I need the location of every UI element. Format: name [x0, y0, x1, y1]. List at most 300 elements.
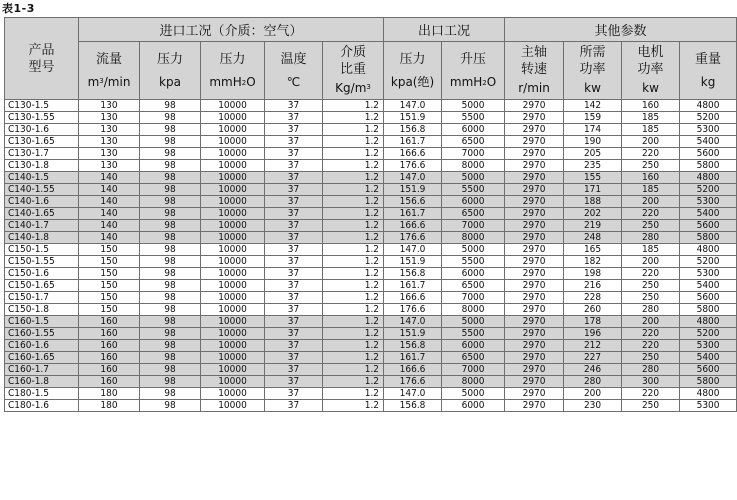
col-inlet-mmh2o-unit: mmH$_2$O: [209, 74, 256, 89]
temperature-cell: 37: [265, 328, 323, 340]
outlet-kpa-cell: 156.8: [384, 124, 442, 136]
flow-cell: 140: [79, 172, 140, 184]
temperature-cell: 37: [265, 256, 323, 268]
temperature-cell: 37: [265, 352, 323, 364]
motor-power-cell: 200: [622, 136, 680, 148]
boost-cell: 5000: [442, 172, 505, 184]
flow-cell: 150: [79, 256, 140, 268]
density-cell: 1.2: [323, 340, 384, 352]
model-cell: C130-1.8: [5, 160, 79, 172]
speed-cell: 2970: [505, 304, 564, 316]
model-cell: C130-1.5: [5, 100, 79, 112]
temperature-cell: 37: [265, 148, 323, 160]
col-density-unit: $Kg/m^3$: [335, 81, 371, 95]
col-density-label-1: 介质: [340, 45, 367, 60]
power-required-cell: 142: [564, 100, 622, 112]
model-header-line2: 型号: [28, 59, 55, 75]
model-cell: C150-1.5: [5, 244, 79, 256]
inlet-mmh2o-cell: 10000: [201, 256, 265, 268]
model-header: [5, 18, 79, 100]
col-header-inlet-pressure-mmh2o: [201, 42, 265, 100]
inlet-kpa-cell: 98: [140, 388, 201, 400]
boost-cell: 6500: [442, 136, 505, 148]
speed-cell: 2970: [505, 208, 564, 220]
power-required-cell: 200: [564, 388, 622, 400]
table-row: [5, 184, 737, 196]
flow-cell: 150: [79, 244, 140, 256]
table-row: [5, 208, 737, 220]
boost-cell: 8000: [442, 160, 505, 172]
outlet-kpa-cell: 176.6: [384, 232, 442, 244]
power-required-cell: 212: [564, 340, 622, 352]
col-header-flow: [79, 42, 140, 100]
outlet-kpa-cell: 151.9: [384, 112, 442, 124]
model-cell: C180-1.5: [5, 388, 79, 400]
speed-cell: 2970: [505, 376, 564, 388]
flow-cell: 140: [79, 196, 140, 208]
inlet-mmh2o-cell: 10000: [201, 232, 265, 244]
speed-cell: 2970: [505, 232, 564, 244]
inlet-mmh2o-cell: 10000: [201, 340, 265, 352]
inlet-mmh2o-cell: 10000: [201, 124, 265, 136]
weight-cell: 5400: [680, 136, 737, 148]
model-cell: C130-1.6: [5, 124, 79, 136]
inlet-kpa-cell: 98: [140, 400, 201, 412]
flow-cell: 180: [79, 388, 140, 400]
density-cell: 1.2: [323, 304, 384, 316]
col-motor-label-2: 功率: [637, 62, 664, 77]
inlet-mmh2o-cell: 10000: [201, 292, 265, 304]
flow-cell: 140: [79, 208, 140, 220]
inlet-kpa-cell: 98: [140, 244, 201, 256]
density-cell: 1.2: [323, 232, 384, 244]
weight-cell: 5400: [680, 280, 737, 292]
boost-cell: 7000: [442, 220, 505, 232]
outlet-kpa-cell: 147.0: [384, 388, 442, 400]
motor-power-cell: 250: [622, 280, 680, 292]
inlet-kpa-cell: 98: [140, 196, 201, 208]
model-cell: C160-1.6: [5, 340, 79, 352]
model-cell: C160-1.7: [5, 364, 79, 376]
temperature-cell: 37: [265, 160, 323, 172]
motor-power-cell: 200: [622, 316, 680, 328]
weight-cell: 5200: [680, 112, 737, 124]
power-required-cell: 235: [564, 160, 622, 172]
outlet-kpa-cell: 147.0: [384, 244, 442, 256]
table-row: [5, 400, 737, 412]
col-inlet-mmh2o-label: 压力: [219, 51, 246, 67]
flow-cell: 130: [79, 148, 140, 160]
density-cell: 1.2: [323, 184, 384, 196]
col-inlet-kpa-label: 压力: [156, 51, 183, 67]
density-cell: 1.2: [323, 316, 384, 328]
power-required-cell: 202: [564, 208, 622, 220]
model-cell: C150-1.55: [5, 256, 79, 268]
power-required-cell: 159: [564, 112, 622, 124]
table-row: [5, 268, 737, 280]
outlet-kpa-cell: 156.8: [384, 268, 442, 280]
speed-cell: 2970: [505, 160, 564, 172]
boost-cell: 8000: [442, 232, 505, 244]
table-row: [5, 376, 737, 388]
boost-cell: 8000: [442, 376, 505, 388]
motor-power-cell: 185: [622, 244, 680, 256]
table-row: [5, 280, 737, 292]
power-required-cell: 205: [564, 148, 622, 160]
motor-power-cell: 300: [622, 376, 680, 388]
table-row: [5, 172, 737, 184]
power-required-cell: 198: [564, 268, 622, 280]
model-cell: C160-1.65: [5, 352, 79, 364]
temperature-cell: 37: [265, 172, 323, 184]
outlet-kpa-cell: 166.6: [384, 364, 442, 376]
flow-cell: 130: [79, 100, 140, 112]
boost-cell: 8000: [442, 304, 505, 316]
weight-cell: 5300: [680, 340, 737, 352]
density-cell: 1.2: [323, 172, 384, 184]
outlet-kpa-cell: 156.8: [384, 400, 442, 412]
col-header-density: [323, 42, 384, 100]
col-header-outlet-pressure: [384, 42, 442, 100]
table-row: [5, 160, 737, 172]
weight-cell: 5300: [680, 124, 737, 136]
inlet-mmh2o-cell: 10000: [201, 388, 265, 400]
power-required-cell: 246: [564, 364, 622, 376]
boost-cell: 7000: [442, 148, 505, 160]
table-caption: 表1-3: [2, 2, 35, 15]
table-row: [5, 100, 737, 112]
power-required-cell: 227: [564, 352, 622, 364]
inlet-mmh2o-cell: 10000: [201, 184, 265, 196]
density-cell: 1.2: [323, 256, 384, 268]
inlet-kpa-cell: 98: [140, 220, 201, 232]
weight-cell: 5600: [680, 220, 737, 232]
speed-cell: 2970: [505, 196, 564, 208]
inlet-kpa-cell: 98: [140, 352, 201, 364]
col-power-unit: kw: [584, 81, 601, 95]
motor-power-cell: 185: [622, 184, 680, 196]
model-cell: C140-1.6: [5, 196, 79, 208]
inlet-kpa-cell: 98: [140, 316, 201, 328]
col-speed-unit: r/min: [518, 81, 550, 95]
density-cell: 1.2: [323, 196, 384, 208]
group-header-inlet: 进口工况（介质：空气）: [79, 18, 384, 42]
inlet-kpa-cell: 98: [140, 172, 201, 184]
power-required-cell: 260: [564, 304, 622, 316]
outlet-kpa-cell: 161.7: [384, 136, 442, 148]
temperature-cell: 37: [265, 184, 323, 196]
motor-power-cell: 220: [622, 148, 680, 160]
density-cell: 1.2: [323, 160, 384, 172]
inlet-kpa-cell: 98: [140, 112, 201, 124]
table-row: [5, 196, 737, 208]
inlet-mmh2o-cell: 10000: [201, 172, 265, 184]
inlet-kpa-cell: 98: [140, 304, 201, 316]
speed-cell: 2970: [505, 280, 564, 292]
inlet-mmh2o-cell: 10000: [201, 148, 265, 160]
flow-cell: 130: [79, 136, 140, 148]
flow-cell: 160: [79, 376, 140, 388]
model-cell: C130-1.55: [5, 112, 79, 124]
group-header-outlet: 出口工况: [384, 18, 505, 42]
temperature-cell: 37: [265, 280, 323, 292]
boost-cell: 6500: [442, 352, 505, 364]
boost-cell: 5500: [442, 184, 505, 196]
weight-cell: 5600: [680, 364, 737, 376]
weight-cell: 5800: [680, 232, 737, 244]
table-row: [5, 148, 737, 160]
power-required-cell: 190: [564, 136, 622, 148]
model-cell: C140-1.5: [5, 172, 79, 184]
boost-cell: 5500: [442, 328, 505, 340]
inlet-mmh2o-cell: 10000: [201, 304, 265, 316]
boost-cell: 6000: [442, 268, 505, 280]
inlet-kpa-cell: 98: [140, 256, 201, 268]
outlet-kpa-cell: 151.9: [384, 256, 442, 268]
col-header-weight: [680, 42, 737, 100]
boost-cell: 7000: [442, 364, 505, 376]
outlet-kpa-cell: 161.7: [384, 280, 442, 292]
weight-cell: 5300: [680, 400, 737, 412]
speed-cell: 2970: [505, 136, 564, 148]
boost-cell: 7000: [442, 292, 505, 304]
temperature-cell: 37: [265, 124, 323, 136]
power-required-cell: 171: [564, 184, 622, 196]
outlet-kpa-cell: 166.6: [384, 220, 442, 232]
boost-cell: 6000: [442, 340, 505, 352]
inlet-mmh2o-cell: 10000: [201, 280, 265, 292]
col-header-motor-power: [622, 42, 680, 100]
col-motor-unit: kw: [642, 81, 659, 95]
model-cell: C150-1.6: [5, 268, 79, 280]
motor-power-cell: 220: [622, 328, 680, 340]
weight-cell: 4800: [680, 100, 737, 112]
speed-cell: 2970: [505, 400, 564, 412]
flow-cell: 160: [79, 340, 140, 352]
flow-cell: 160: [79, 328, 140, 340]
weight-cell: 5400: [680, 208, 737, 220]
boost-cell: 6000: [442, 124, 505, 136]
density-cell: 1.2: [323, 352, 384, 364]
col-motor-label-1: 电机: [637, 45, 664, 60]
weight-cell: 5600: [680, 148, 737, 160]
motor-power-cell: 185: [622, 112, 680, 124]
outlet-kpa-cell: 161.7: [384, 352, 442, 364]
model-cell: C150-1.65: [5, 280, 79, 292]
col-temp-unit: ℃: [286, 74, 301, 89]
temperature-cell: 37: [265, 340, 323, 352]
motor-power-cell: 220: [622, 388, 680, 400]
inlet-mmh2o-cell: 10000: [201, 100, 265, 112]
table-row: [5, 256, 737, 268]
power-required-cell: 216: [564, 280, 622, 292]
temperature-cell: 37: [265, 196, 323, 208]
flow-cell: 150: [79, 292, 140, 304]
motor-power-cell: 220: [622, 340, 680, 352]
power-required-cell: 230: [564, 400, 622, 412]
outlet-kpa-cell: 147.0: [384, 100, 442, 112]
col-boost-unit: mmH$_2$O: [449, 74, 497, 89]
col-power-label-1: 所需: [579, 45, 606, 60]
temperature-cell: 37: [265, 268, 323, 280]
motor-power-cell: 200: [622, 196, 680, 208]
speed-cell: 2970: [505, 292, 564, 304]
inlet-kpa-cell: 98: [140, 232, 201, 244]
speed-cell: 2970: [505, 352, 564, 364]
table-row: [5, 124, 737, 136]
col-flow-unit: $m^3/\min$: [87, 74, 131, 89]
col-power-label-2: 功率: [579, 62, 606, 77]
weight-cell: 5400: [680, 352, 737, 364]
density-cell: 1.2: [323, 268, 384, 280]
col-temp-label: 温度: [280, 51, 307, 67]
table-row: [5, 316, 737, 328]
flow-cell: 150: [79, 304, 140, 316]
motor-power-cell: 280: [622, 304, 680, 316]
weight-cell: 4800: [680, 172, 737, 184]
outlet-kpa-cell: 161.7: [384, 208, 442, 220]
model-cell: C160-1.5: [5, 316, 79, 328]
flow-cell: 160: [79, 364, 140, 376]
inlet-kpa-cell: 98: [140, 376, 201, 388]
temperature-cell: 37: [265, 136, 323, 148]
inlet-mmh2o-cell: 10000: [201, 268, 265, 280]
speed-cell: 2970: [505, 256, 564, 268]
temperature-cell: 37: [265, 364, 323, 376]
power-required-cell: 248: [564, 232, 622, 244]
density-cell: 1.2: [323, 208, 384, 220]
flow-cell: 130: [79, 112, 140, 124]
temperature-cell: 37: [265, 292, 323, 304]
motor-power-cell: 220: [622, 268, 680, 280]
inlet-mmh2o-cell: 10000: [201, 352, 265, 364]
flow-cell: 180: [79, 400, 140, 412]
weight-cell: 5200: [680, 184, 737, 196]
model-cell: C140-1.55: [5, 184, 79, 196]
outlet-kpa-cell: 151.9: [384, 328, 442, 340]
flow-cell: 150: [79, 268, 140, 280]
boost-cell: 5000: [442, 388, 505, 400]
density-cell: 1.2: [323, 328, 384, 340]
density-cell: 1.2: [323, 244, 384, 256]
speed-cell: 2970: [505, 340, 564, 352]
density-cell: 1.2: [323, 280, 384, 292]
outlet-kpa-cell: 166.6: [384, 148, 442, 160]
weight-cell: 5600: [680, 292, 737, 304]
density-cell: 1.2: [323, 388, 384, 400]
temperature-cell: 37: [265, 376, 323, 388]
speed-cell: 2970: [505, 328, 564, 340]
weight-cell: 5200: [680, 328, 737, 340]
table-row: [5, 340, 737, 352]
col-speed-label-2: 转速: [521, 62, 548, 77]
outlet-kpa-cell: 176.6: [384, 304, 442, 316]
col-flow-label: 流量: [95, 51, 122, 67]
flow-cell: 140: [79, 232, 140, 244]
flow-cell: 160: [79, 316, 140, 328]
model-cell: C130-1.7: [5, 148, 79, 160]
temperature-cell: 37: [265, 112, 323, 124]
table-row: [5, 328, 737, 340]
col-header-power-required: [564, 42, 622, 100]
density-cell: 1.2: [323, 292, 384, 304]
power-required-cell: 196: [564, 328, 622, 340]
col-header-boost: [442, 42, 505, 100]
power-required-cell: 165: [564, 244, 622, 256]
col-weight-unit: kg: [700, 74, 716, 89]
col-speed-label-1: 主轴: [521, 45, 548, 60]
motor-power-cell: 250: [622, 352, 680, 364]
table-row: [5, 292, 737, 304]
weight-cell: 5300: [680, 196, 737, 208]
inlet-kpa-cell: 98: [140, 328, 201, 340]
boost-cell: 6000: [442, 196, 505, 208]
model-cell: C160-1.8: [5, 376, 79, 388]
inlet-kpa-cell: 98: [140, 136, 201, 148]
boost-cell: 5500: [442, 256, 505, 268]
outlet-kpa-cell: 147.0: [384, 316, 442, 328]
boost-cell: 5000: [442, 100, 505, 112]
model-header-line1: 产品: [28, 42, 55, 58]
density-cell: 1.2: [323, 364, 384, 376]
col-outlet-kpa-label: 压力: [399, 51, 426, 67]
speed-cell: 2970: [505, 184, 564, 196]
outlet-kpa-cell: 176.6: [384, 160, 442, 172]
flow-cell: 140: [79, 220, 140, 232]
power-required-cell: 178: [564, 316, 622, 328]
group-header-other: 其他参数: [505, 18, 737, 42]
motor-power-cell: 250: [622, 220, 680, 232]
density-cell: 1.2: [323, 400, 384, 412]
spec-table: [4, 17, 737, 412]
model-cell: C180-1.6: [5, 400, 79, 412]
boost-cell: 6500: [442, 280, 505, 292]
temperature-cell: 37: [265, 244, 323, 256]
density-cell: 1.2: [323, 112, 384, 124]
inlet-mmh2o-cell: 10000: [201, 196, 265, 208]
table-body: [5, 100, 737, 412]
inlet-mmh2o-cell: 10000: [201, 208, 265, 220]
speed-cell: 2970: [505, 124, 564, 136]
density-cell: 1.2: [323, 376, 384, 388]
flow-cell: 130: [79, 124, 140, 136]
boost-cell: 5000: [442, 244, 505, 256]
speed-cell: 2970: [505, 268, 564, 280]
weight-cell: 5800: [680, 160, 737, 172]
inlet-kpa-cell: 98: [140, 280, 201, 292]
inlet-mmh2o-cell: 10000: [201, 364, 265, 376]
motor-power-cell: 250: [622, 292, 680, 304]
flow-cell: 150: [79, 280, 140, 292]
density-cell: 1.2: [323, 136, 384, 148]
outlet-kpa-cell: 151.9: [384, 184, 442, 196]
outlet-kpa-cell: 166.6: [384, 292, 442, 304]
speed-cell: 2970: [505, 112, 564, 124]
density-cell: 1.2: [323, 148, 384, 160]
inlet-mmh2o-cell: 10000: [201, 112, 265, 124]
col-header-temperature: [265, 42, 323, 100]
temperature-cell: 37: [265, 304, 323, 316]
inlet-kpa-cell: 98: [140, 292, 201, 304]
outlet-kpa-cell: 176.6: [384, 376, 442, 388]
model-cell: C140-1.8: [5, 232, 79, 244]
power-required-cell: 182: [564, 256, 622, 268]
weight-cell: 4800: [680, 244, 737, 256]
motor-power-cell: 200: [622, 256, 680, 268]
model-cell: C130-1.65: [5, 136, 79, 148]
motor-power-cell: 280: [622, 364, 680, 376]
speed-cell: 2970: [505, 388, 564, 400]
